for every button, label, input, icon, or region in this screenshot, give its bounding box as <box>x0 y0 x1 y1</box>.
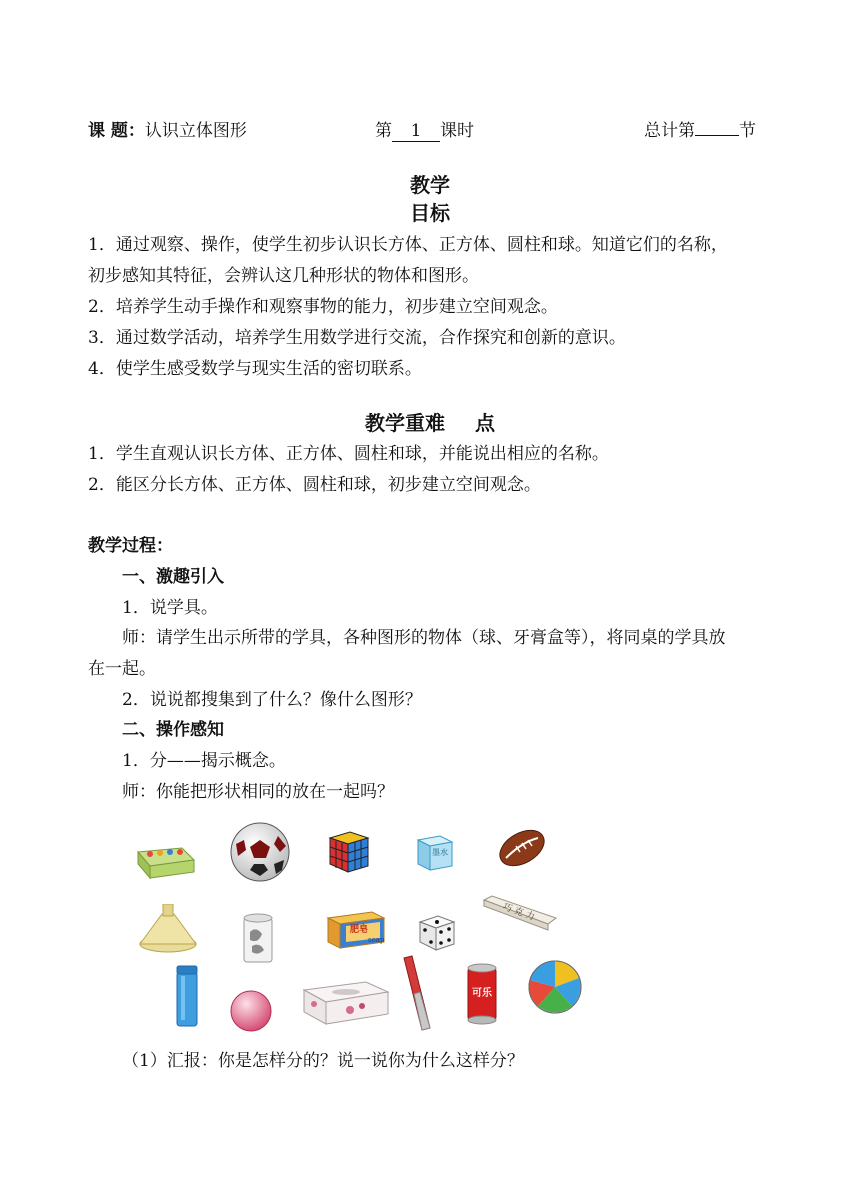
process-heading: 教学过程： <box>88 536 173 556</box>
s1-teacher-line2: 在一起。 <box>88 659 156 679</box>
dice-icon <box>416 912 458 952</box>
topic-label: 课 题： <box>88 121 145 141</box>
ink-box-label: 墨水 <box>432 848 448 857</box>
objectives-heading-2: 目标 <box>410 201 450 225</box>
key-points-heading: 教学重难 点 <box>365 411 495 435</box>
objects-picture <box>130 818 590 1038</box>
key-point-line: 2．能区分长方体、正方体、圆柱和球，初步建立空间观念。 <box>88 475 541 495</box>
pencil-box-icon <box>136 838 196 880</box>
total-blank <box>695 135 739 136</box>
objective-line: 1．通过观察、操作，使学生初步认识长方体、正方体、圆柱和球。知道它们的名称， <box>88 235 728 255</box>
chocolate-label: 巧克力 <box>501 902 539 924</box>
s1-item2: 2．说说都搜集到了什么？像什么图形？ <box>122 690 422 710</box>
header-line <box>88 120 778 142</box>
beach-ball-icon <box>526 958 584 1016</box>
thermos-icon <box>174 964 200 1028</box>
objectives-heading-1: 教学 <box>410 173 450 197</box>
funnel-icon <box>138 904 198 962</box>
objective-line: 2．培养学生动手操作和观察事物的能力，初步建立空间观念。 <box>88 297 558 317</box>
glue-stick-icon <box>400 954 434 1034</box>
cup-icon <box>240 912 276 966</box>
objective-line: 初步感知其特征，会辨认这几种形状的物体和图形。 <box>88 266 479 286</box>
key-point-line: 1．学生直观认识长方体、正方体、圆柱和球，并能说出相应的名称。 <box>88 444 609 464</box>
s1-item1: 1．说学具。 <box>122 598 218 618</box>
s2-item1: 1．分——揭示概念。 <box>122 751 286 771</box>
total-count: 总计第 节 <box>644 121 756 141</box>
soap-label-cn: 肥皂 <box>350 925 369 935</box>
topic-value: 认识立体图形 <box>144 121 247 141</box>
s2-teacher: 师：你能把形状相同的放在一起吗？ <box>122 782 394 802</box>
section2-title: 二、操作感知 <box>122 720 224 740</box>
s1-teacher-line1: 师：请学生出示所带的学具，各种图形的物体（球、牙膏盒等），将同桌的学具放 <box>122 628 726 648</box>
section1-title: 一、激趣引入 <box>122 567 224 587</box>
objective-line: 4．使学生感受数学与现实生活的密切联系。 <box>88 359 422 379</box>
rugby-ball-icon <box>496 824 548 872</box>
lesson-count: 第 1 课时 <box>375 121 474 141</box>
objective-line: 3．通过数学活动，培养学生用数学进行交流，合作探究和创新的意识。 <box>88 328 626 348</box>
football-icon <box>228 820 292 884</box>
rubiks-cube-icon <box>326 828 372 876</box>
soap-label-en: soap <box>368 936 385 944</box>
tissue-box-icon <box>300 976 392 1028</box>
lesson-number: 1 <box>392 121 440 142</box>
report-line: （1）汇报：你是怎样分的？说一说你为什么这样分？ <box>122 1051 524 1071</box>
ball-icon <box>228 988 274 1034</box>
soda-can-label: 可乐 <box>472 988 492 999</box>
